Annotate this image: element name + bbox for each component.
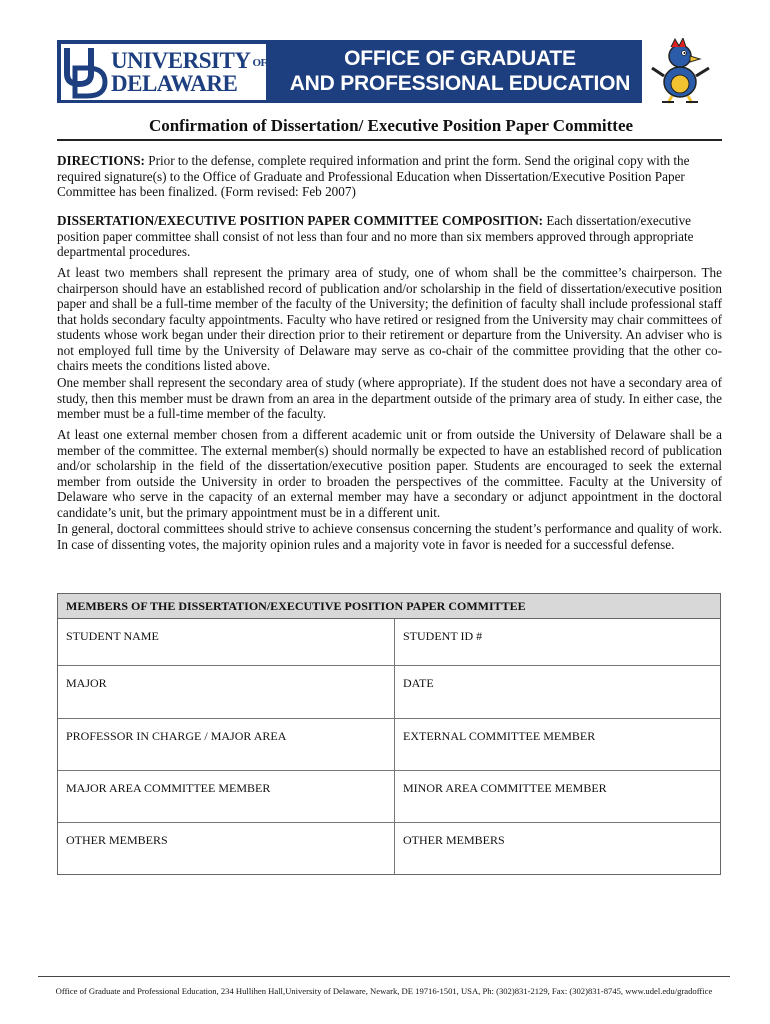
page-title: Confirmation of Dissertation/ Executive Position Paper Committee (148, 116, 634, 135)
major-field[interactable]: MAJOR (58, 666, 395, 718)
table-row (58, 771, 720, 823)
other-members-field-left[interactable]: OTHER MEMBERS (58, 823, 395, 874)
composition-paragraph (57, 213, 722, 260)
office-title-line1: OFFICE OF GRADUATE (344, 47, 576, 70)
header-banner (57, 40, 642, 103)
body-paragraph-consensus: In general, doctoral committees should strive to achieve consensus concerning the student’s performance and quality of work. In case of dissenting votes, the majority opinion rules and a majority vote in favor is needed for a successful defense. (57, 521, 722, 552)
body-paragraph-secondary: One member shall represent the secondary area of study (where appropriate). If the student does not have a secondary area of study, then this member must be drawn from an area in the department outside of the primary area of study. In either case, the member must be a full-time member of the faculty. (57, 375, 722, 421)
blue-hen-mascot-icon (646, 38, 716, 104)
table-row (58, 719, 720, 771)
other-members-field-right[interactable]: OTHER MEMBERS (403, 833, 505, 847)
body-paragraph-chair: At least two members shall represent the primary area of study, one of whom shall be the committee’s chairperson. The chairperson should have an established record of publication and/or scholarship in the field of dissertation/executive position paper and shall be a full-time member of the faculty of the University; the definition of faculty shall include professional staff that holds secondary faculty appointments. Faculty who have retired or resigned from the University may chair committees of students whose work began under their direction prior to their retirement or departure from the University. An adviser who is not employed full time by the University of Delaware may serve as co-chair of the committee providing that the other co-chairs meets the conditions listed above. (57, 265, 722, 373)
body-paragraph-external: At least one external member chosen from a different academic unit or from outside the University of Delaware shall be a member of the committee. The external member(s) should normally be expected to have an established record of publication and/or scholarship in the field of the dissertation/executive position paper. Students are encouraged to seek the external member from outside the University in order to broaden the perspectives of the committee. Faculty at the University of Delaware who serve in the capacity of an external member may have a secondary or adjunct appointment in the doctoral candidate’s unit, but the primary appointment must be in a different unit. (57, 427, 722, 520)
university-logo (61, 44, 266, 100)
committee-members-table (57, 593, 721, 875)
office-title (285, 46, 635, 96)
date-field[interactable]: DATE (403, 676, 434, 690)
footer-address: Office of Graduate and Professional Education, 234 Hullihen Hall,University of Delaware, Newark, DE 19716-1501, USA, Ph: (302)831-2129, Fax: (302)831-8745, www.udel.edu/gradoffice (55, 986, 713, 996)
directions-lead: DIRECTIONS: (57, 153, 145, 168)
table-row (58, 666, 720, 719)
student-name-field[interactable]: STUDENT NAME (58, 619, 395, 665)
committee-table-heading: MEMBERS OF THE DISSERTATION/EXECUTIVE POSITION PAPER COMMITTEE (58, 594, 720, 619)
footer-divider (38, 976, 730, 977)
directions-text: Prior to the defense, complete required information and print the form. Send the original copy with the required signature(s) to the Office of Graduate and Professional Education when Dissertation/Executive Position Paper Committee has been finalized. (Form revised: Feb 2007) (57, 153, 690, 199)
major-area-member-field[interactable]: MAJOR AREA COMMITTEE MEMBER (58, 771, 395, 822)
minor-area-member-field[interactable]: MINOR AREA COMMITTEE MEMBER (403, 781, 607, 795)
logo-line-delaware: DELAWARE (111, 71, 238, 96)
table-row (58, 823, 720, 874)
office-title-line2: AND PROFESSIONAL EDUCATION (289, 72, 631, 95)
table-row (58, 619, 720, 666)
student-id-field[interactable]: STUDENT ID # (403, 629, 483, 643)
composition-text: Each dissertation/executive position paper committee shall consist of not less than four and no more than six members approved through appropriate departmental procedures. (57, 213, 694, 259)
logo-line-university: UNIVERSITY OF (111, 48, 267, 73)
composition-lead: DISSERTATION/EXECUTIVE POSITION PAPER COMMITTEE COMPOSITION: (57, 213, 544, 228)
title-divider (57, 139, 722, 141)
external-member-field[interactable]: EXTERNAL COMMITTEE MEMBER (403, 729, 596, 743)
professor-in-charge-field[interactable]: PROFESSOR IN CHARGE / MAJOR AREA (58, 719, 395, 770)
ud-monogram-icon (61, 44, 109, 100)
directions-paragraph (57, 153, 722, 200)
